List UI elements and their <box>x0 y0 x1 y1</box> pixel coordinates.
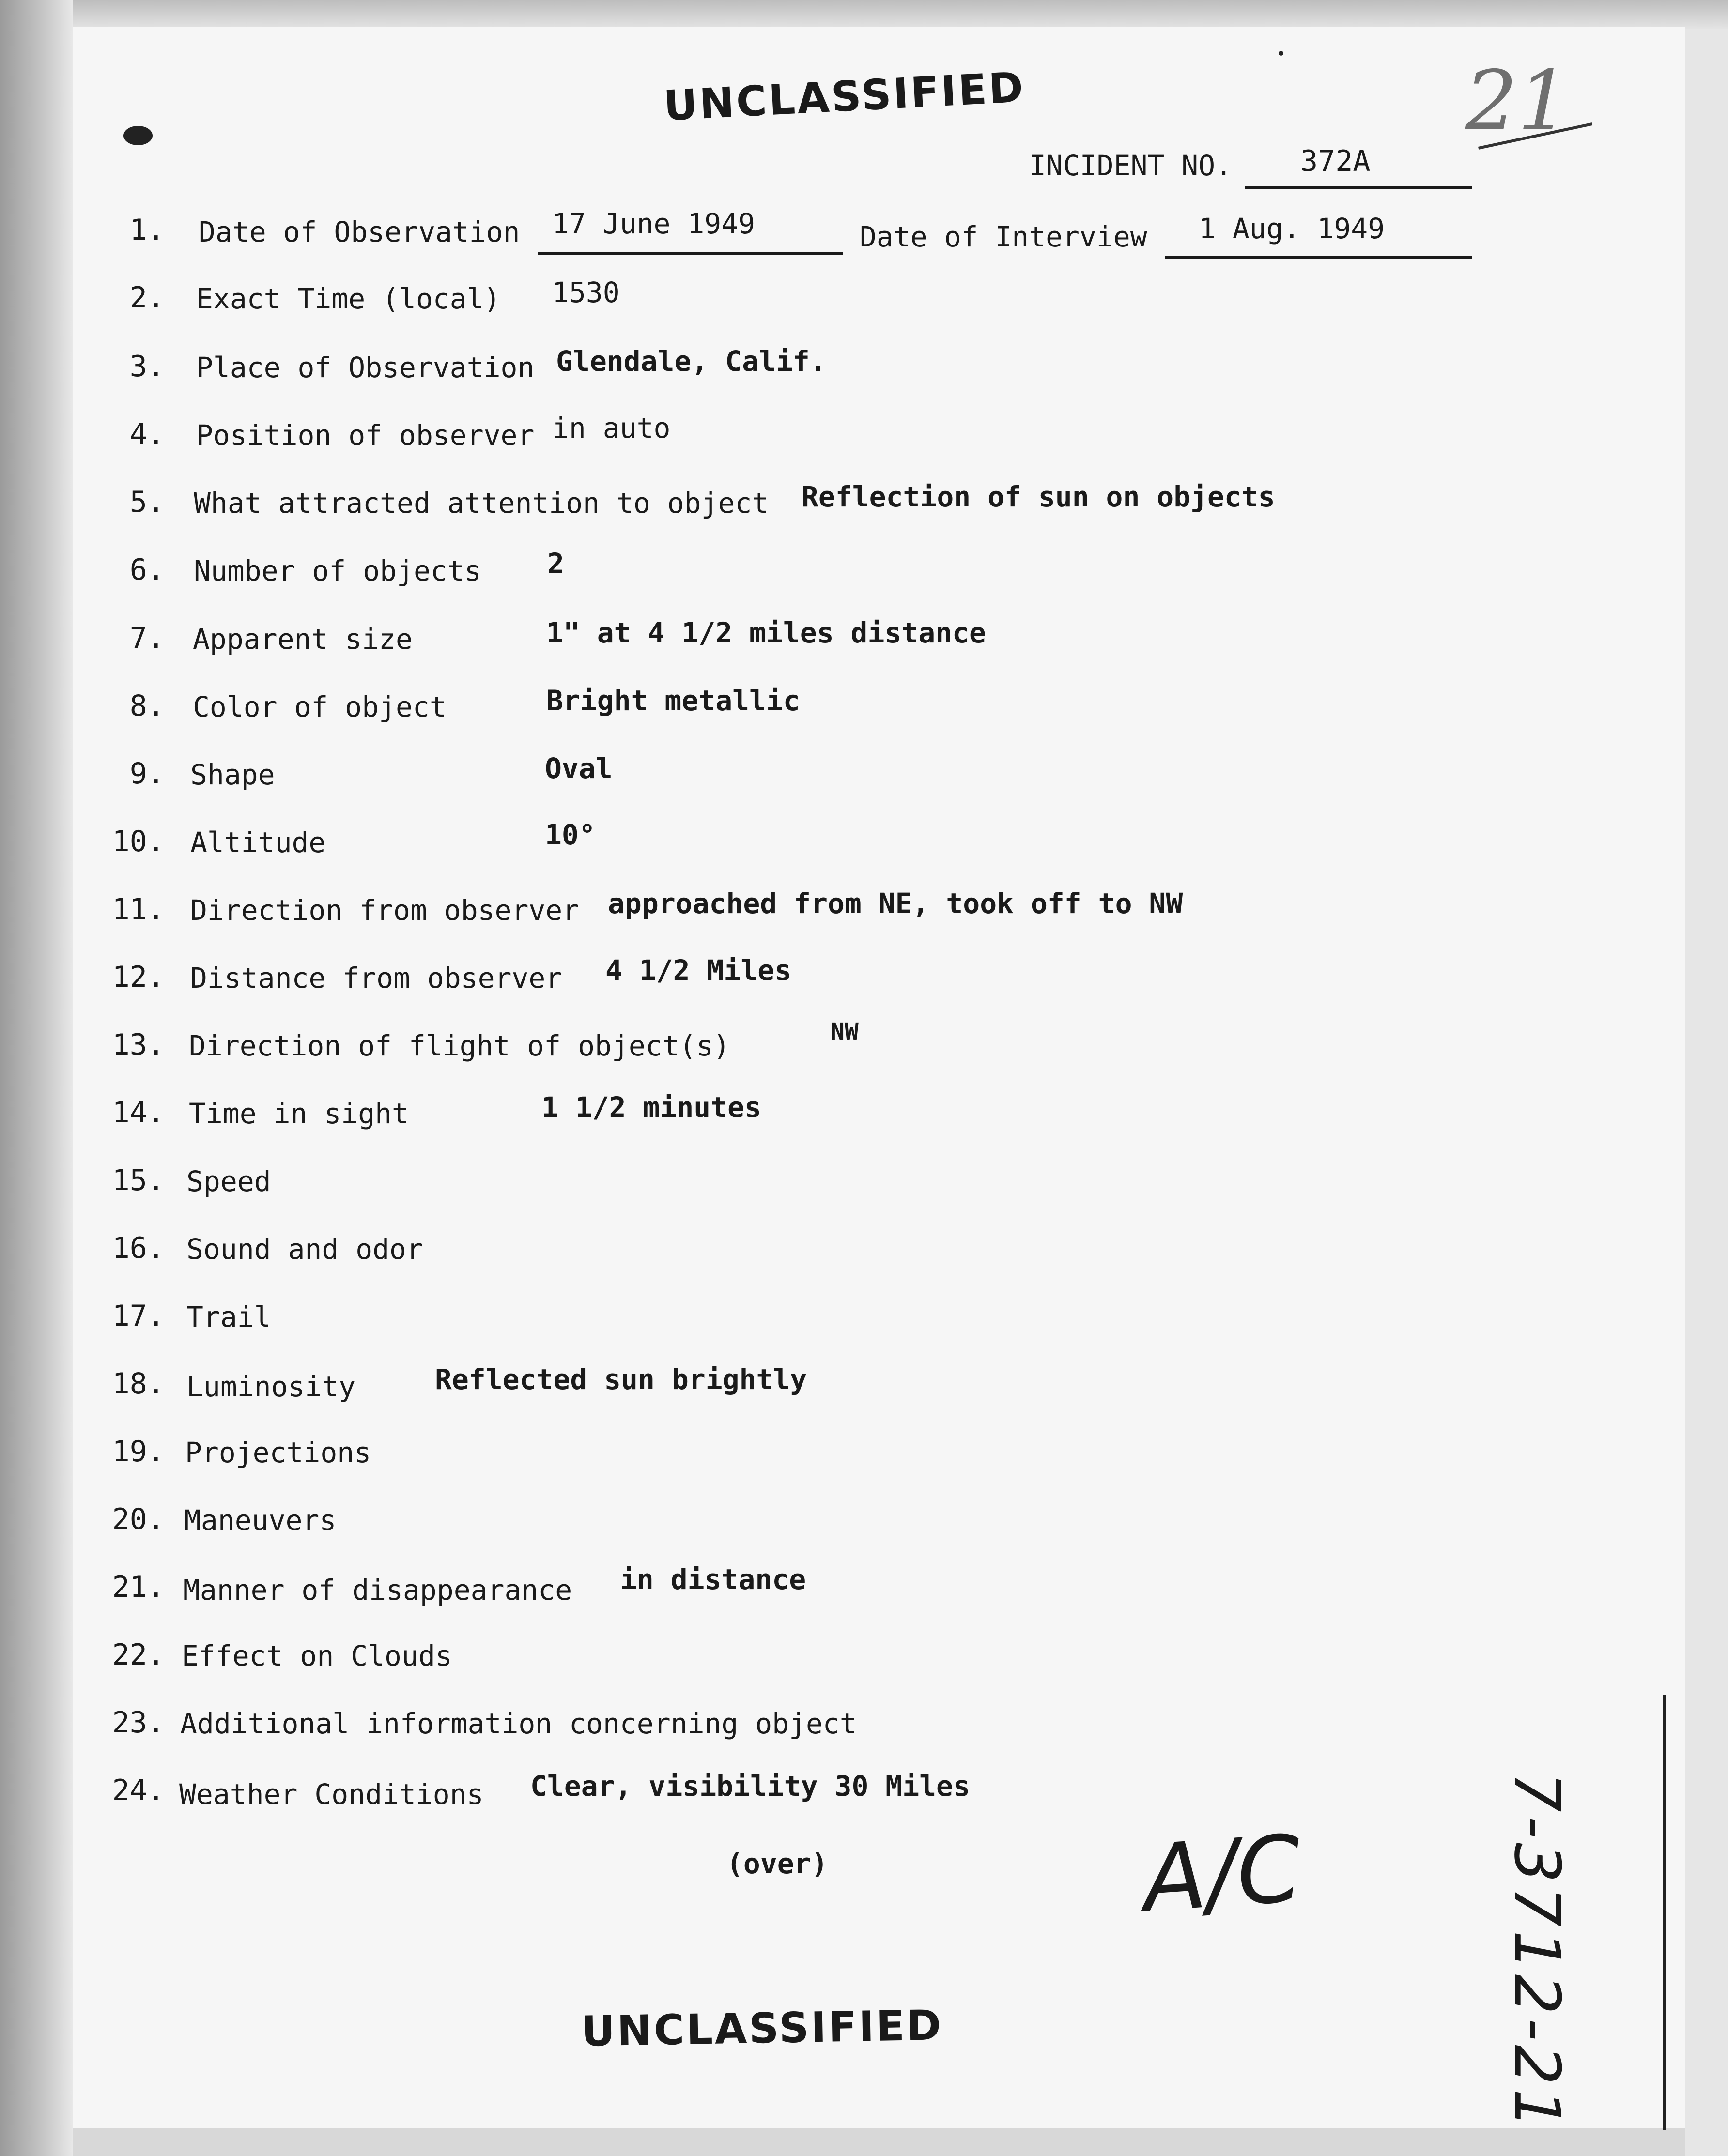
handwritten-initials: A/C <box>1139 1815 1305 1933</box>
field-number: 22. <box>112 1638 165 1672</box>
field-label-disappearance: Manner of disappearance <box>183 1574 572 1606</box>
handwritten-file-code: 7-3712-21 <box>1500 1772 1574 2133</box>
field-value-date-of-interview: 1 Aug. 1949 <box>1199 212 1385 245</box>
field-number: 4. <box>129 417 165 451</box>
field-value-disappearance: in distance <box>620 1563 806 1596</box>
field-value-date-of-observation: 17 June 1949 <box>552 207 756 240</box>
field-number: 21. <box>112 1570 165 1604</box>
field-label-position: Position of observer <box>196 419 535 452</box>
field-number: 14. <box>112 1096 165 1130</box>
field-value-direction-of-flight: NW <box>831 1018 859 1045</box>
field-underline <box>1165 256 1472 259</box>
ink-speck <box>1279 51 1283 56</box>
field-value-shape: Oval <box>545 752 613 785</box>
over-note: (over) <box>726 1847 828 1880</box>
field-value-altitude: 10° <box>545 818 596 851</box>
field-number: 1. <box>129 213 165 247</box>
scan-right-edge <box>1685 29 1728 2156</box>
field-number: 2. <box>129 281 165 315</box>
incident-number-text: 372A <box>1300 144 1371 178</box>
field-label-color: Color of object <box>193 690 447 723</box>
field-number: 8. <box>129 689 165 723</box>
field-number: 5. <box>129 485 165 519</box>
field-label-trail: Trail <box>186 1300 271 1333</box>
field-label-direction-of-flight: Direction of flight of object(s) <box>189 1029 730 1062</box>
field-value-place: Glendale, Calif. <box>556 345 827 378</box>
field-label-date-of-observation: Date of Observation <box>199 215 520 248</box>
field-number: 20. <box>112 1502 165 1536</box>
field-value-exact-time: 1530 <box>552 276 620 309</box>
field-number: 3. <box>129 350 165 383</box>
field-label-projections: Projections <box>185 1436 371 1469</box>
field-value-color: Bright metallic <box>546 684 800 717</box>
field-number: 6. <box>129 553 165 587</box>
field-value-distance: 4 1/2 Miles <box>605 954 792 987</box>
field-label-shape: Shape <box>190 758 275 791</box>
field-number: 15. <box>112 1163 165 1197</box>
field-label-weather: Weather Conditions <box>179 1778 484 1811</box>
field-number: 9. <box>129 757 165 791</box>
field-value-position: in auto <box>552 412 671 444</box>
field-label-number-of-objects: Number of objects <box>194 554 481 587</box>
field-label-effect-on-clouds: Effect on Clouds <box>182 1639 452 1672</box>
field-label-sound-and-odor: Sound and odor <box>186 1233 423 1266</box>
field-number: 24. <box>112 1774 165 1807</box>
field-value-apparent-size: 1" at 4 1/2 miles distance <box>546 616 986 649</box>
scan-top-shadow <box>0 0 1728 29</box>
field-label-exact-time: Exact Time (local) <box>196 282 501 315</box>
field-value-weather: Clear, visibility 30 Miles <box>530 1770 970 1803</box>
scan-left-shadow <box>0 0 73 2156</box>
field-label-additional-info: Additional information concerning object <box>180 1707 857 1740</box>
field-label-direction-from-observer: Direction from observer <box>190 894 580 927</box>
field-label-altitude: Altitude <box>190 826 326 859</box>
field-number: 11. <box>112 892 165 926</box>
field-number: 19. <box>112 1435 165 1468</box>
incident-label: INCIDENT NO. <box>1029 149 1233 182</box>
field-value-time-in-sight: 1 1/2 minutes <box>541 1091 761 1124</box>
classification-stamp-bottom: UNCLASSIFIED <box>581 2001 943 2056</box>
field-label-speed: Speed <box>186 1165 271 1198</box>
field-number: 12. <box>112 960 165 994</box>
field-label-luminosity: Luminosity <box>186 1370 356 1403</box>
field-number: 16. <box>112 1231 165 1265</box>
field-number: 17. <box>112 1299 165 1333</box>
field-number: 13. <box>112 1028 165 1062</box>
ink-blot <box>123 126 153 145</box>
field-number: 18. <box>112 1367 165 1401</box>
classification-stamp-top: UNCLASSIFIED <box>662 63 1027 131</box>
field-label-maneuvers: Maneuvers <box>184 1504 337 1537</box>
incident-number <box>1245 144 1472 189</box>
field-label-date-of-interview: Date of Interview <box>860 220 1147 253</box>
field-label-place: Place of Observation <box>196 351 535 384</box>
field-value-number-of-objects: 2 <box>547 547 564 580</box>
page-edge-line <box>1663 1695 1666 2130</box>
document-page <box>73 27 1685 2133</box>
field-number: 23. <box>112 1706 165 1740</box>
field-label-apparent-size: Apparent size <box>193 623 413 656</box>
field-number: 7. <box>129 621 165 655</box>
field-value-direction-from-observer: approached from NE, took off to NW <box>608 887 1183 920</box>
field-label-time-in-sight: Time in sight <box>189 1097 409 1130</box>
field-label-distance: Distance from observer <box>190 962 563 994</box>
field-underline <box>538 252 843 255</box>
field-value-luminosity: Reflected sun brightly <box>435 1363 807 1396</box>
field-number: 10. <box>112 825 165 858</box>
field-value-attention: Reflection of sun on objects <box>802 480 1275 513</box>
handwritten-page-number: 21 <box>1465 53 1570 149</box>
field-label-attention: What attracted attention to object <box>194 487 769 520</box>
